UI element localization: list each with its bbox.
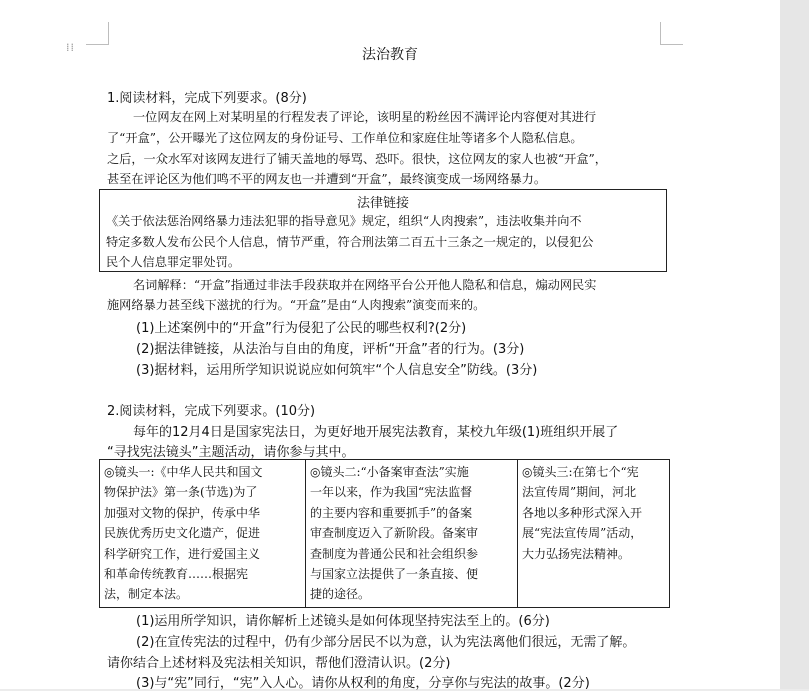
- document-margin-area: [780, 0, 809, 689]
- q2-heading: 2.阅读材料，完成下列要求。(10分): [107, 404, 316, 419]
- term-explanation-line: 施网络暴力甚至线下滋扰的行为。“开盒”是由“人肉搜索”演变而来的。: [107, 298, 486, 312]
- law-link-box: [99, 189, 667, 272]
- q2-sub-question: (1)运用所学知识，请你解析上述镜头是如何体现坚持宪法至上的。(6分): [136, 614, 550, 629]
- q1-material-line: 了“开盒”，公开曝光了这位网友的身份证号、工作单位和家庭住址等诸多个人隐私信息。: [107, 131, 583, 145]
- q1-material-line: 一位网友在网上对某明星的行程发表了评论，该明星的粉丝因不满评论内容便对其进行: [133, 110, 597, 124]
- drag-handle-icon[interactable]: ⁞⁞: [66, 41, 75, 54]
- law-line: 《关于依法惩治网络暴力违法犯罪的指导意见》规定，组织“人肉搜索”，违法收集并向不: [106, 214, 582, 228]
- law-line: 民个人信息罪定罪处罚。: [106, 255, 241, 269]
- q1-sub-question: (1)上述案例中的“开盒”行为侵犯了公民的哪些权利?(2分): [136, 321, 467, 336]
- term-explanation-line: 名词解释：“开盒”指通过非法手段获取并在网络平台公开他人隐私和信息，煽动网民实: [133, 278, 597, 292]
- document-title: 法治教育: [362, 47, 418, 63]
- q2-intro-line: 每年的12月4日是国家宪法日，为更好地开展宪法教育，某校九年级(1)班组织开展了: [133, 425, 619, 440]
- page-corner-mark: [86, 22, 109, 45]
- law-link-title: 法律链接: [356, 196, 409, 211]
- lens-one-cell: ◎镜头一:《中华人民共和国文 物保护法》第一条(节选)为了 加强对文物的保护，传承中华 民族优秀历史文化遗产，促进 科学研究工作，进行爱国主义 和革命传统教育……根据宪 法，制定本法。: [100, 460, 306, 608]
- lens-three-cell: ◎镜头三:在第七个“宪 法宣传周”期间，河北 各地以多种形式深入开 展“宪法宣传周”活动， 大力弘扬宪法精神。: [518, 460, 670, 608]
- page-corner-mark: [660, 22, 683, 45]
- q1-material-line: 之后，一众水军对该网友进行了铺天盖地的辱骂、恐吓。很快，这位网友的家人也被“开盒”，: [107, 152, 607, 166]
- q2-intro-line: “寻找宪法镜头”主题活动，请你参与其中。: [107, 445, 355, 460]
- q2-sub-question: (2)在宣传宪法的过程中，仍有少部分居民不以为意，认为宪法离他们很远，无需了解。: [136, 635, 636, 650]
- q1-heading: 1.阅读材料，完成下列要求。(8分): [107, 91, 307, 106]
- law-line: 特定多数人发布公民个人信息，情节严重，符合刑法第二百五十三条之一规定的，以侵犯公: [106, 235, 594, 249]
- q2-sub-question: 请你结合上述材料及宪法相关知识，帮他们澄清认识。(2分): [107, 656, 451, 671]
- lens-two-cell: ◎镜头二:“小备案审查法”实施 一年以来，作为我国“宪法监督 的主要内容和重要抓手”的备案 审查制度迈入了新阶段。备案审 查制度为普通公民和社会组织参 与国家立法提供了一条直接、便 捷的途径。: [306, 460, 518, 608]
- q1-sub-question: (3)据材料，运用所学知识说说应如何筑牢“个人信息安全”防线。(3分): [136, 363, 538, 378]
- q2-sub-question: (3)与“宪”同行，“宪”入人心。请你从权利的角度，分享你与宪法的故事。(2分): [136, 676, 590, 691]
- q1-material-line: 甚至在评论区为他们鸣不平的网友也一并遭到“开盒”，最终演变成一场网络暴力。: [107, 172, 547, 186]
- constitution-lens-table: [99, 459, 670, 608]
- q1-sub-question: (2)据法律链接，从法治与自由的角度，评析“开盒”者的行为。(3分): [136, 342, 525, 357]
